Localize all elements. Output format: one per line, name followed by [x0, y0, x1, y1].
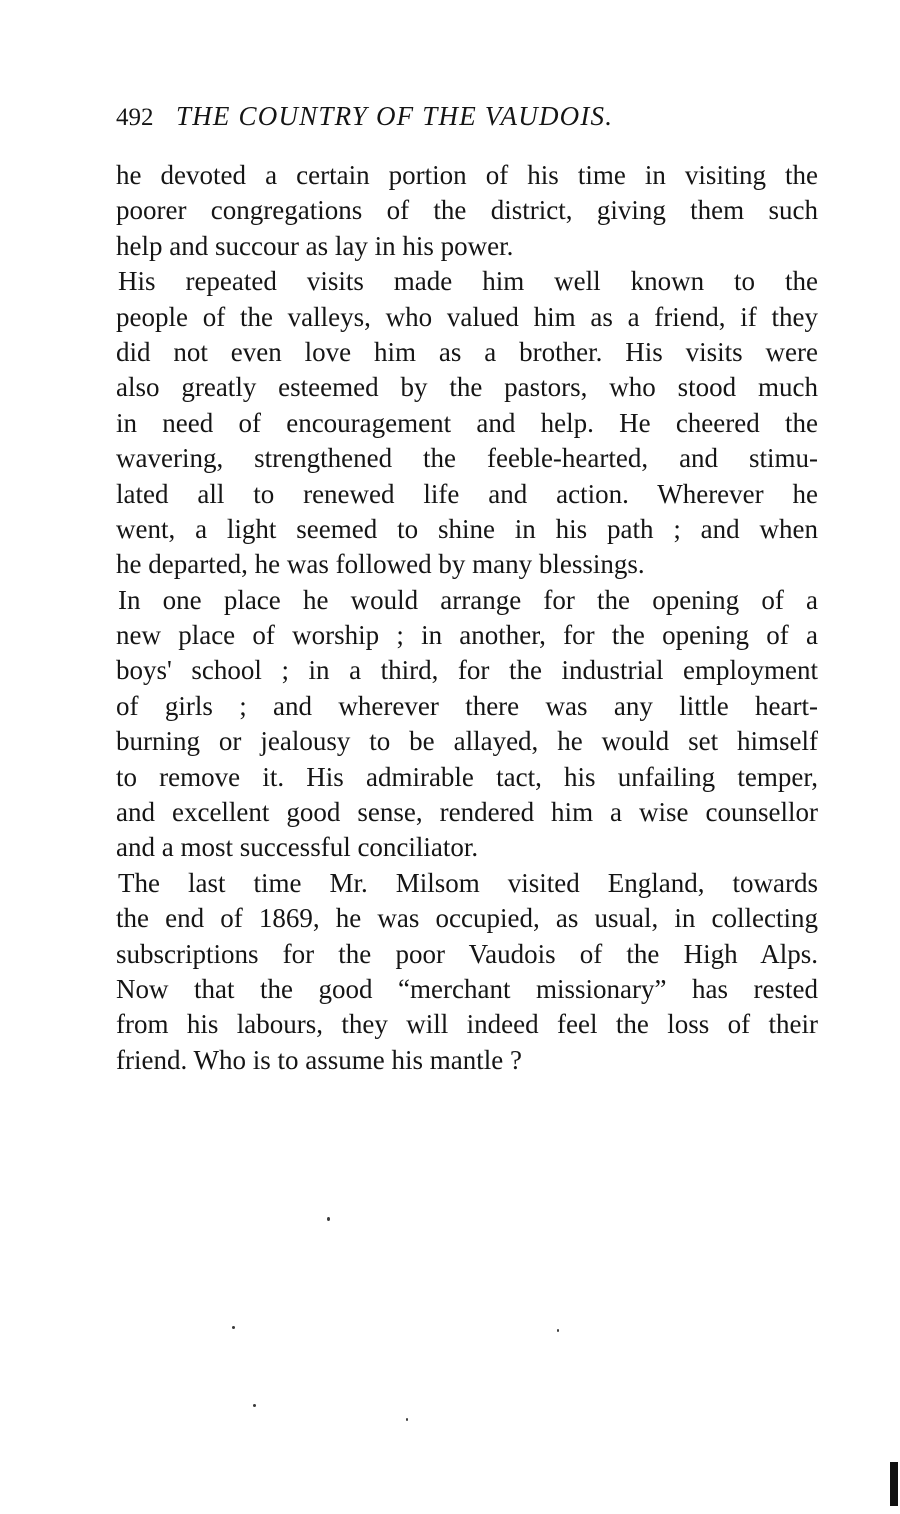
text-line: of girls ; and wherever there was any little heart- [116, 690, 818, 721]
text-line: help and succour as lay in his power. [116, 230, 514, 261]
scan-speck [253, 1404, 256, 1407]
text-line: he departed, he was followed by many blessings. [116, 549, 645, 580]
text-line: in need of encouragement and help. He cheered the [116, 407, 818, 438]
page-header [116, 96, 816, 136]
text-line: and a most successful conciliator. [116, 832, 479, 863]
text-line: he devoted a certain portion of his time in visiting the [116, 160, 818, 190]
text-line: people of the valleys, who valued him as a friend, if they [116, 301, 818, 332]
paragraph [116, 583, 818, 866]
text-line: wavering, strengthened the feeble-hearted, and stimu- [116, 443, 818, 474]
scan-speck [232, 1326, 235, 1329]
text-line: Now that the good “merchant missionary” has rested [116, 973, 818, 1004]
page-edge-mark [890, 1462, 898, 1506]
text-line: boys' school ; in a third, for the industrial employment [116, 655, 818, 686]
text-line: lated all to renewed life and action. Wherever he [116, 478, 818, 509]
scan-speck [327, 1217, 330, 1221]
text-line: to remove it. His admirable tact, his unfailing temper, [116, 761, 818, 792]
text-line: friend. Who is to assume his mantle ? [116, 1044, 522, 1075]
paragraph [116, 264, 818, 583]
text-line: from his labours, they will indeed feel the loss of their [116, 1009, 818, 1040]
text-line: did not even love him as a brother. His visits were [116, 336, 818, 367]
text-line: burning or jealousy to be allayed, he would set himself [116, 726, 818, 757]
text-line: and excellent good sense, rendered him a wise counsellor [116, 797, 818, 828]
scan-speck [406, 1418, 408, 1421]
text-line: also greatly esteemed by the pastors, who stood much [116, 372, 818, 403]
running-title: THE COUNTRY OF THE VAUDOIS. [176, 101, 614, 131]
text-line: poorer congregations of the district, giving them such [116, 195, 818, 226]
text-line: went, a light seemed to shine in his path ; and when [116, 513, 818, 544]
paragraph [116, 158, 818, 264]
page-number: 492 [116, 104, 154, 131]
text-line: The last time Mr. Milsom visited England, towards [118, 867, 818, 898]
text-line: His repeated visits made him well known to the [118, 266, 818, 297]
body-text [116, 158, 818, 1078]
scan-speck [557, 1329, 559, 1332]
text-line: In one place he would arrange for the opening of a [118, 584, 818, 615]
text-line: the end of 1869, he was occupied, as usual, in collecting [116, 903, 818, 934]
text-line: new place of worship ; in another, for the opening of a [116, 620, 818, 651]
text-line: subscriptions for the poor Vaudois of the High Alps. [116, 938, 818, 969]
paragraph [116, 866, 818, 1078]
